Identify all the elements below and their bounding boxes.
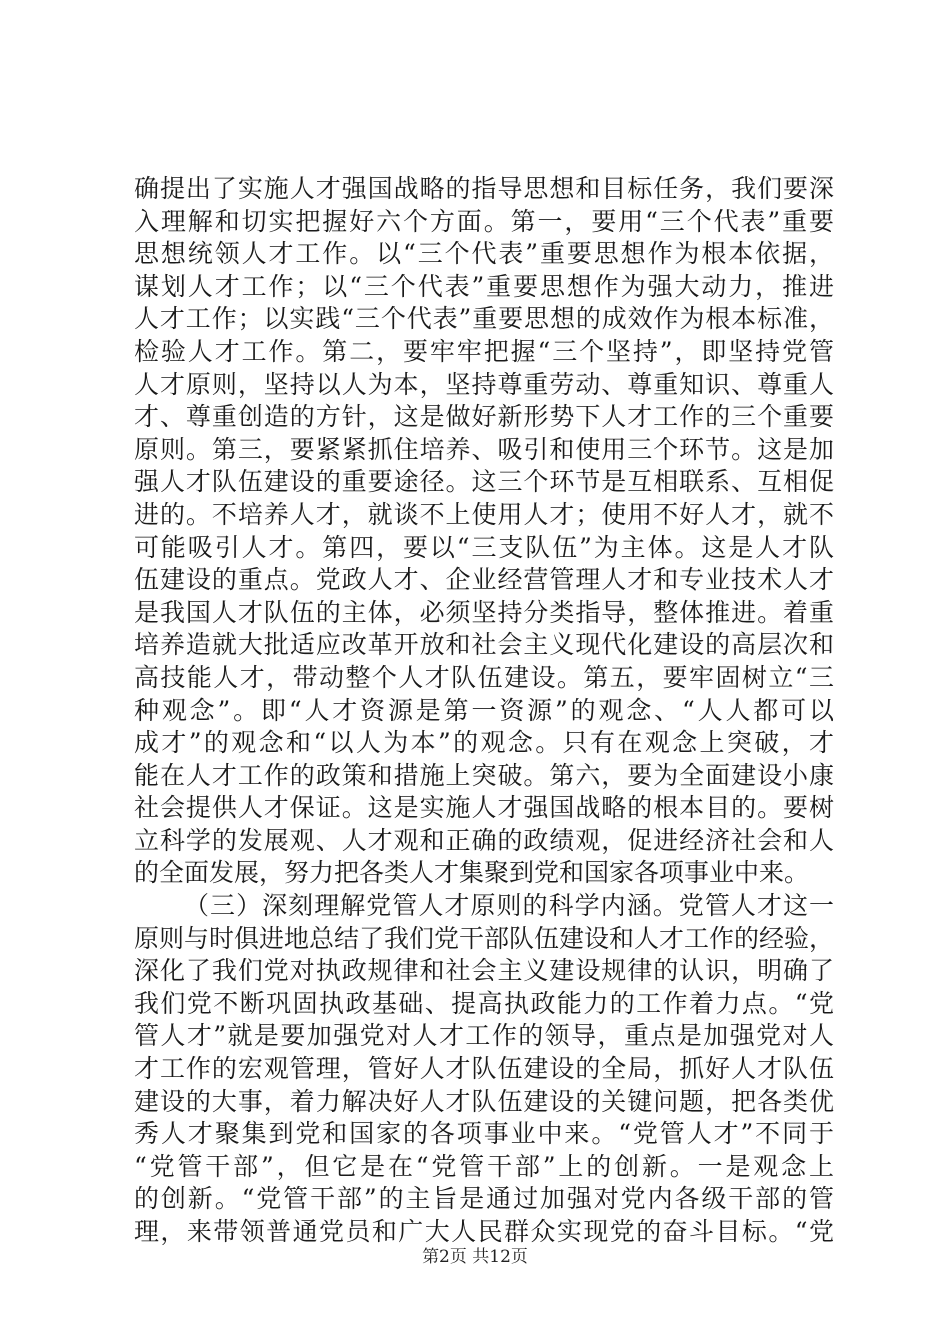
text-line: 人才工作；以实践“三个代表”重要思想的成效作为根本标准， <box>134 304 834 334</box>
text-line: 深化了我们党对执政规律和社会主义建设规律的认识，明确了 <box>134 956 834 986</box>
text-line: 秀人才聚集到党和国家的各项事业中来。“党管人才”不同于 <box>134 1119 834 1149</box>
text-line: 立科学的发展观、人才观和正确的政绩观，促进经济社会和人 <box>134 825 834 855</box>
text-line: 检验人才工作。第二，要牢牢把握“三个坚持”，即坚持党管 <box>134 336 834 366</box>
section-heading-line: （三）深刻理解党管人才原则的科学内涵。党管人才这一 <box>184 891 834 921</box>
text-line: 谋划人才工作；以“三个代表”重要思想作为强大动力，推进 <box>134 271 834 301</box>
text-line: 思想统领人才工作。以“三个代表”重要思想作为根本依据， <box>134 239 834 269</box>
text-line: 社会提供人才保证。这是实施人才强国战略的根本目的。要树 <box>134 793 834 823</box>
text-line: 管人才”就是要加强党对人才工作的领导，重点是加强党对人 <box>134 1021 834 1051</box>
text-line: 进的。不培养人才，就谈不上使用人才；使用不好人才，就不 <box>134 499 834 529</box>
text-line: 成才”的观念和“以人为本”的观念。只有在观念上突破，才 <box>134 728 834 758</box>
text-line: 建设的大事，着力解决好人才队伍建设的关键问题，把各类优 <box>134 1086 834 1116</box>
page-number-footer: 第2页 共12页 <box>422 1247 528 1267</box>
text-line: 原则。第三，要紧紧抓住培养、吸引和使用三个环节。这是加 <box>134 434 834 464</box>
text-line: 的创新。“党管干部”的主旨是通过加强对党内各级干部的管 <box>134 1184 834 1214</box>
text-line: 是我国人才队伍的主体，必须坚持分类指导，整体推进。着重 <box>134 597 834 627</box>
text-line: 能在人才工作的政策和措施上突破。第六，要为全面建设小康 <box>134 760 834 790</box>
text-line: 强人才队伍建设的重要途径。这三个环节是互相联系、互相促 <box>134 467 834 497</box>
text-line: 培养造就大批适应改革开放和社会主义现代化建设的高层次和 <box>134 630 834 660</box>
text-line: 入理解和切实把握好六个方面。第一，要用“三个代表”重要 <box>134 206 834 236</box>
text-line: 高技能人才，带动整个人才队伍建设。第五，要牢固树立“三 <box>134 662 834 692</box>
paragraph-end-line: 的全面发展，努力把各类人才集聚到党和国家各项事业中来。 <box>134 858 810 888</box>
text-line: 理，来带领普通党员和广大人民群众实现党的奋斗目标。“党 <box>134 1217 834 1246</box>
text-line: 可能吸引人才。第四，要以“三支队伍”为主体。这是人才队 <box>134 532 834 562</box>
text-line: 原则与时俱进地总结了我们党干部队伍建设和人才工作的经验， <box>134 923 835 953</box>
text-line: 人才原则，坚持以人为本，坚持尊重劳动、尊重知识、尊重人 <box>134 369 834 399</box>
text-line: “党管干部”，但它是在“党管干部”上的创新。一是观念上 <box>134 1151 834 1181</box>
text-line: 种观念”。即“人才资源是第一资源”的观念、“人人都可以 <box>134 695 834 725</box>
text-line: 才、尊重创造的方针，这是做好新形势下人才工作的三个重要 <box>134 402 834 432</box>
body-text <box>134 173 834 1249</box>
text-line: 才工作的宏观管理，管好人才队伍建设的全局，抓好人才队伍 <box>134 1054 834 1084</box>
text-line: 确提出了实施人才强国战略的指导思想和目标任务，我们要深 <box>134 174 834 203</box>
text-line: 我们党不断巩固执政基础、提高执政能力的工作着力点。“党 <box>134 988 834 1018</box>
text-line: 伍建设的重点。党政人才、企业经营管理人才和专业技术人才 <box>134 565 834 595</box>
